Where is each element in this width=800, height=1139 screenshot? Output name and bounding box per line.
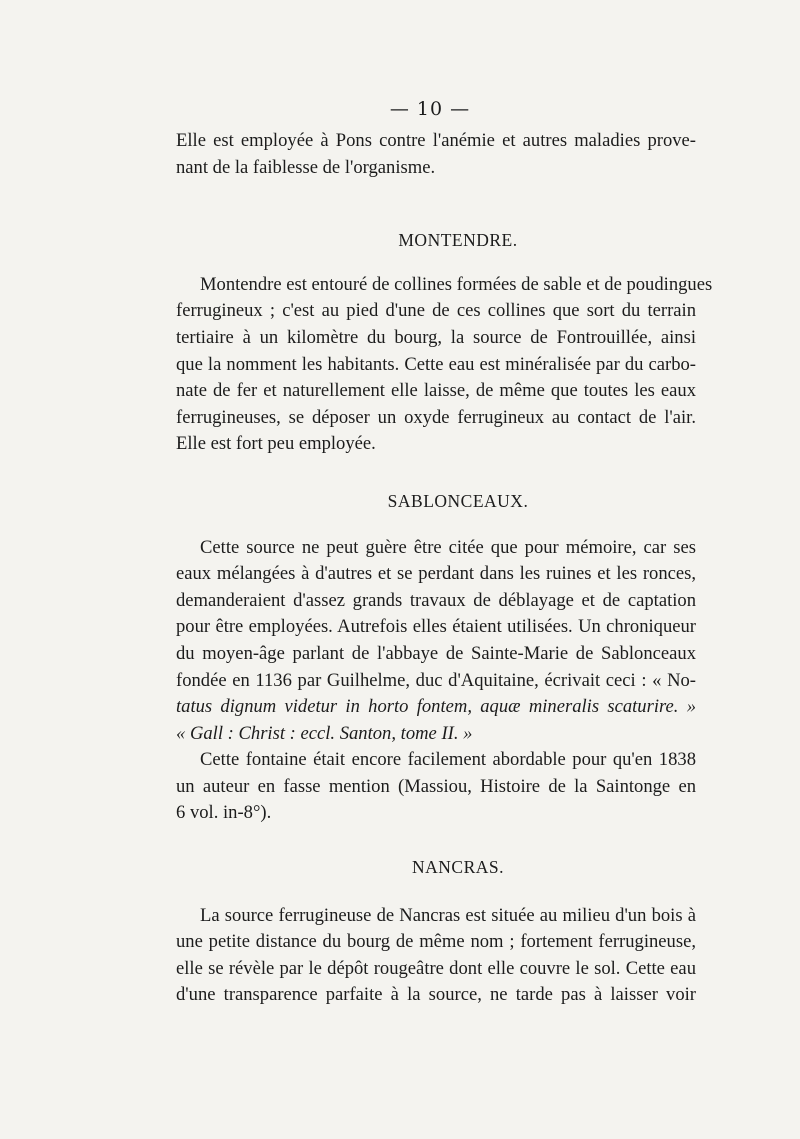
paragraph-montendre — [176, 272, 713, 458]
text-line: ferrugineuses, se déposer un oxyde ferrugineux au contact de l'air. — [176, 406, 696, 428]
citation-line — [176, 721, 696, 748]
section-heading-sablonceaux: SABLONCEAUX. — [387, 490, 529, 511]
text-line: d'une transparence parfaite à la source, ne tarde pas à laisser voir — [176, 984, 696, 1006]
text-line: La source ferrugineuse de Nancras est située au milieu d'un bois à — [200, 904, 696, 926]
paragraph-nancras — [176, 903, 696, 1009]
text-line: nant de la faiblesse de l'organisme. — [176, 156, 436, 178]
text-line: Cette source ne peut guère être citée que pour mémoire, car ses — [200, 536, 696, 558]
text-line: Cette fontaine était encore facilement abordable pour qu'en 1838 — [200, 749, 696, 771]
latin-quote-line — [176, 694, 696, 721]
text-line: nate de fer et naturellement elle laisse, de même que toutes les eaux — [176, 380, 696, 402]
text-line: tertiaire à un kilomètre du bourg, la source de Fontrouillée, ainsi — [176, 326, 696, 348]
latin-quote: tatus dignum videtur in horto fontem, aquæ mineralis scaturire. » — [176, 696, 696, 718]
section-heading-nancras: NANCRAS. — [411, 857, 504, 878]
text-line: une petite distance du bourg de même nom ; fortement ferrugineuse, — [176, 931, 696, 953]
intro-paragraph — [176, 128, 696, 181]
text-line: pour être employées. Autrefois elles étaient utilisées. Un chroniqueur — [176, 616, 696, 638]
section-heading-montendre: MONTENDRE. — [398, 230, 518, 251]
text-line: elle se révèle par le dépôt rougeâtre dont elle couvre le sol. Cette eau — [176, 957, 696, 979]
text-line: fondée en 1136 par Guilhelme, duc d'Aquitaine, écrivait ceci : « No- — [176, 669, 696, 691]
text-line: un auteur en fasse mention (Massiou, Histoire de la Saintonge en — [176, 775, 696, 797]
text-line: eaux mélangées à d'autres et se perdant dans les ruines et les ronces, — [176, 563, 696, 585]
text-line: Elle est employée à Pons contre l'anémie et autres maladies prove- — [176, 130, 696, 151]
citation: « Gall : Christ : eccl. Santon, tome II. » — [176, 722, 473, 744]
text-line: ferrugineux ; c'est au pied d'une de ces collines que sort du terrain — [176, 300, 696, 322]
text-line: 6 vol. in-8°). — [176, 802, 272, 824]
text-line: demanderaient d'assez grands travaux de déblayage et de captation — [176, 589, 696, 611]
body-text — [176, 128, 713, 1009]
text-line: que la nomment les habitants. Cette eau est minéralisée par du carbo- — [176, 353, 696, 375]
text-line: Montendre est entouré de collines formées de sable et de poudingues — [200, 273, 713, 295]
page-number: — 10 — — [389, 98, 471, 120]
text-line: du moyen-âge parlant de l'abbaye de Sainte-Marie de Sablonceaux — [176, 642, 696, 664]
paragraph-sablonceaux — [176, 535, 696, 828]
text-line: Elle est fort peu employée. — [176, 433, 376, 455]
